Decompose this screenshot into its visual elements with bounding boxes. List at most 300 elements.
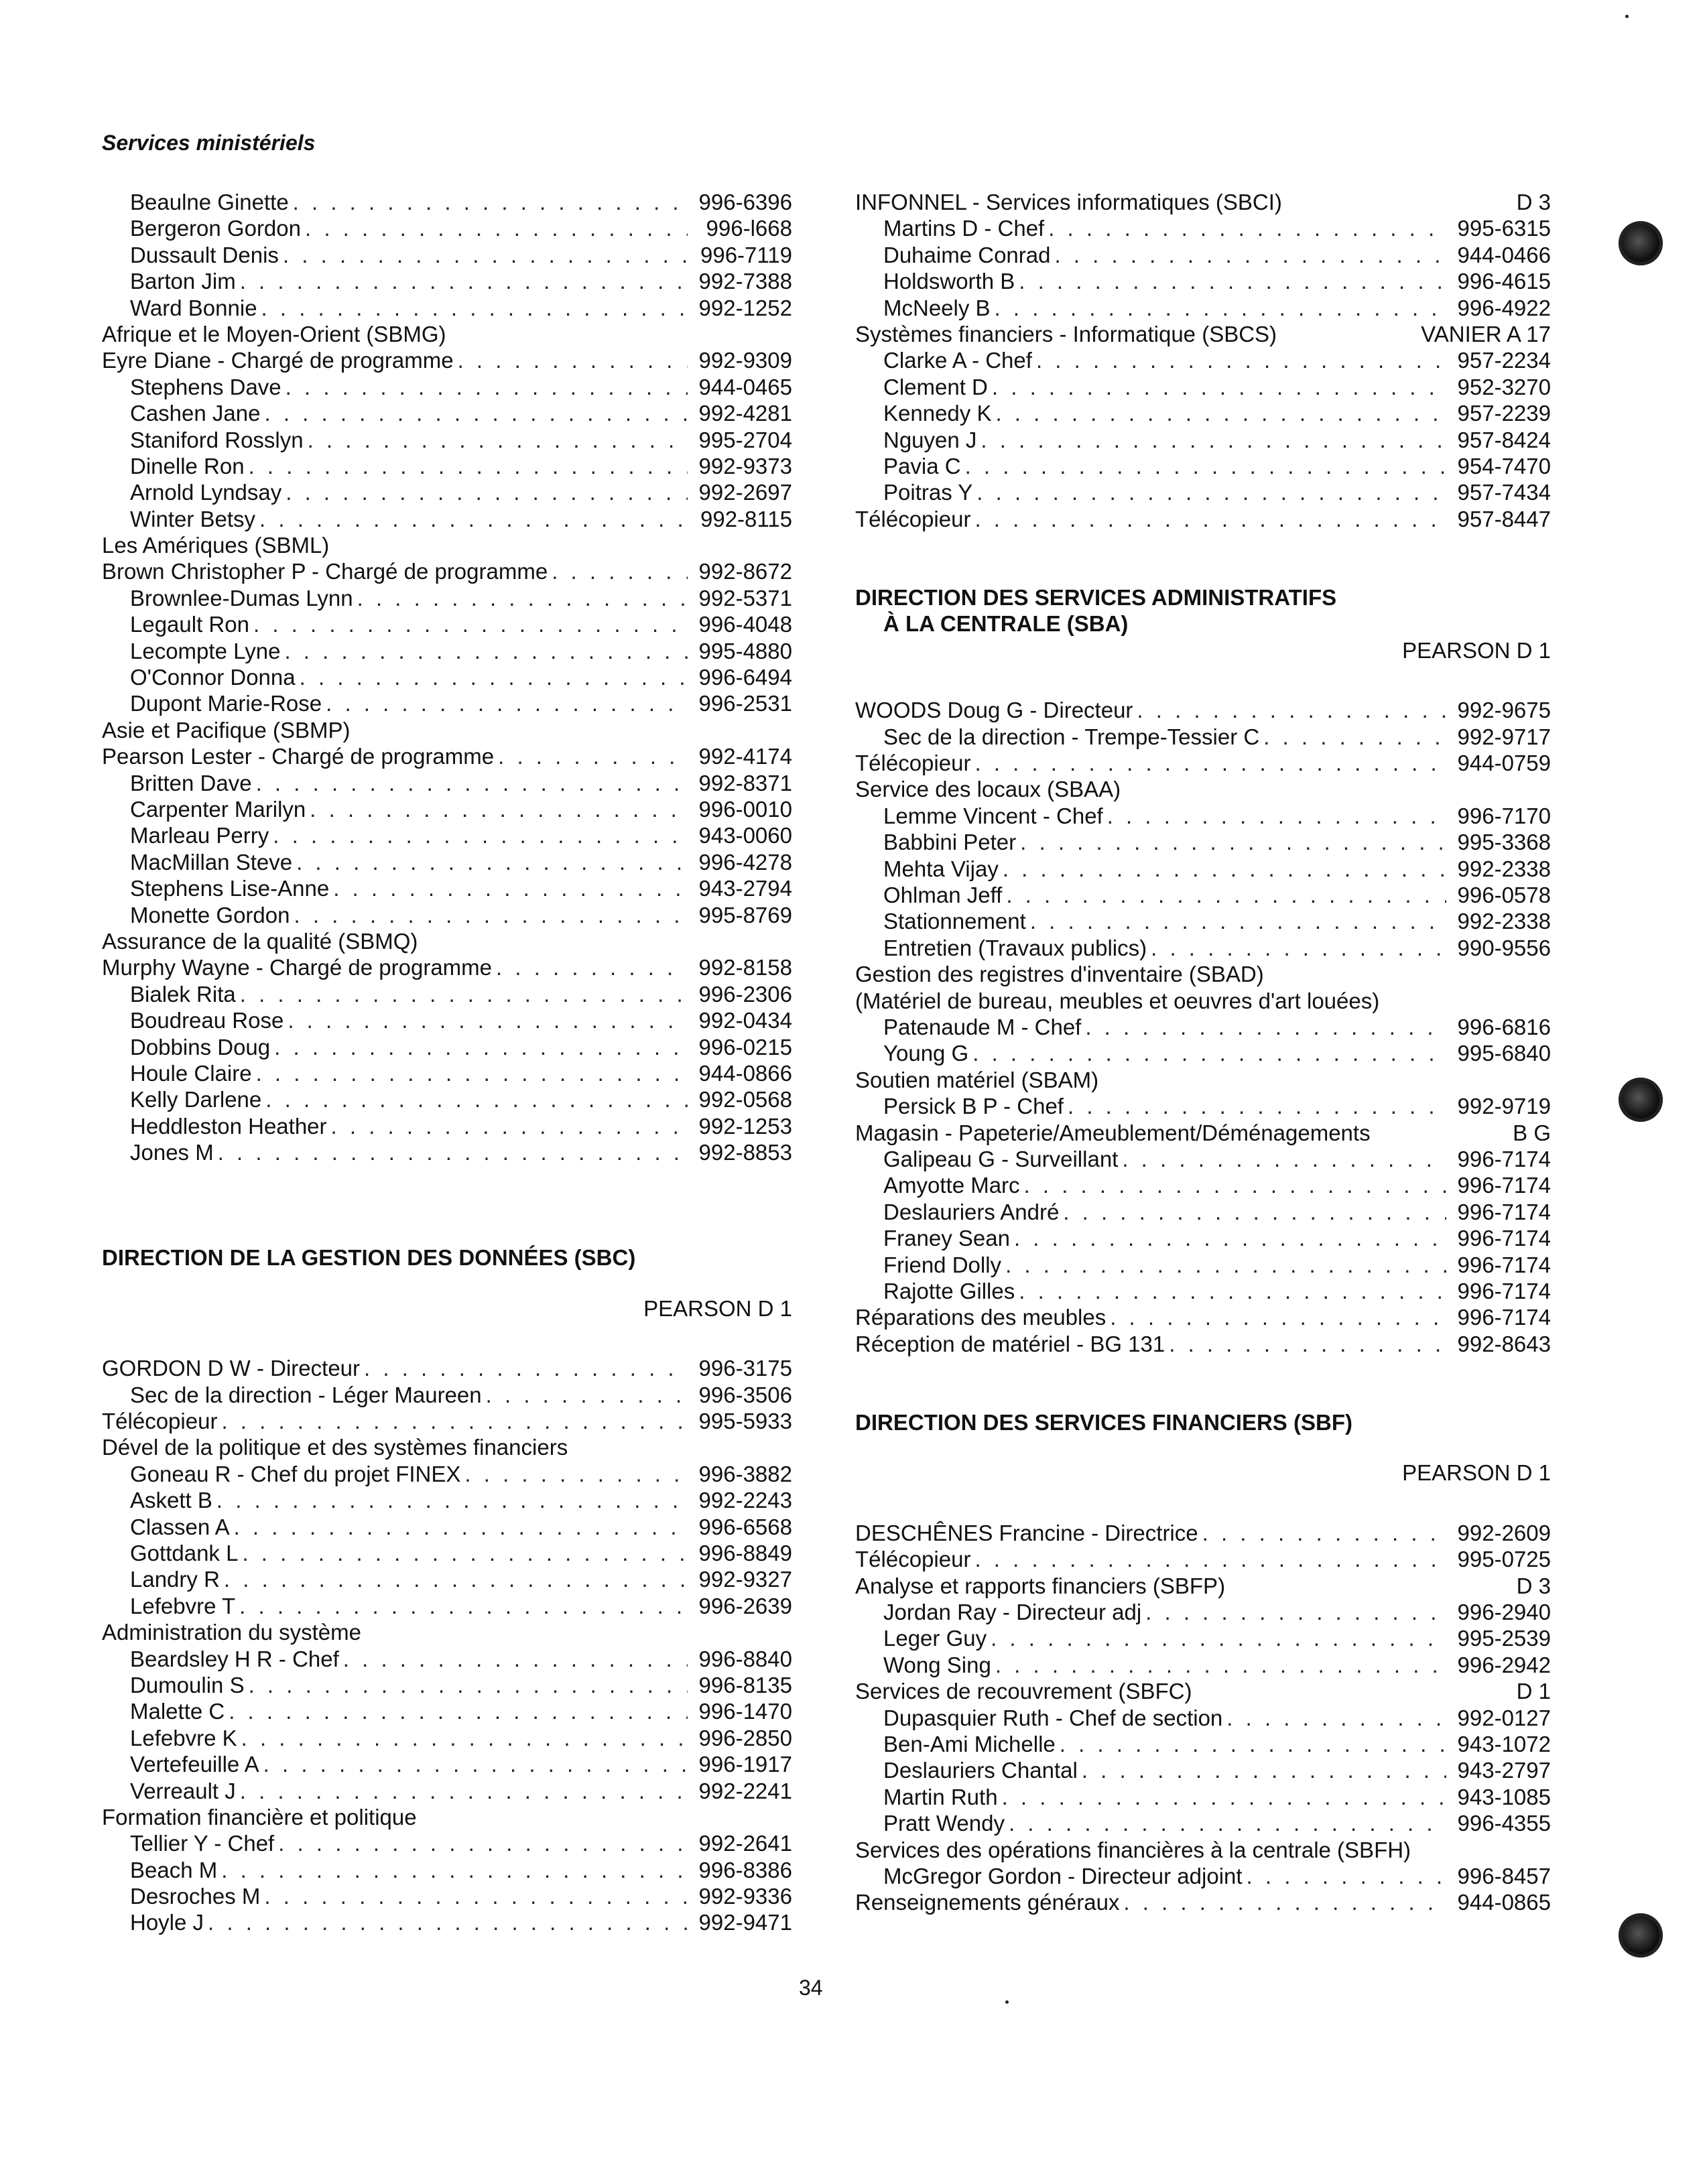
entry-name: Leger Guy bbox=[883, 1626, 987, 1651]
location-label: VANIER A 17 bbox=[1421, 321, 1551, 346]
dot-leader bbox=[224, 1566, 688, 1592]
entry-phone: 996-l668 bbox=[706, 216, 792, 241]
scan-speck bbox=[1625, 15, 1629, 18]
directory-entry bbox=[855, 750, 1551, 776]
entry-name: Malette C bbox=[130, 1699, 225, 1724]
right-column bbox=[855, 189, 1551, 1916]
entry-phone: 996-8386 bbox=[698, 1857, 792, 1882]
entry-name: Jones M bbox=[130, 1140, 214, 1165]
entry-name: Kelly Darlene bbox=[130, 1087, 262, 1112]
location-sba: PEARSON D 1 bbox=[1402, 637, 1551, 663]
entry-phone: 996-2531 bbox=[698, 691, 792, 716]
directory-entry bbox=[855, 1889, 1551, 1915]
directory-entry bbox=[855, 882, 1551, 908]
entry-name: Beaulne Ginette bbox=[130, 190, 289, 214]
dot-leader bbox=[1082, 1757, 1446, 1783]
entry-list bbox=[855, 750, 1551, 776]
entry-name: Pavia C bbox=[883, 453, 961, 478]
directory-entry bbox=[855, 1731, 1551, 1757]
directory-entry bbox=[855, 856, 1551, 882]
entry-phone: 995-6840 bbox=[1457, 1041, 1551, 1066]
entry-name: Lecompte Lyne bbox=[130, 638, 281, 663]
entry-phone: 996-4355 bbox=[1457, 1811, 1551, 1836]
entry-name: Marleau Perry bbox=[130, 823, 269, 848]
directory-entry bbox=[855, 1146, 1551, 1172]
directory-entry bbox=[855, 1040, 1551, 1066]
dot-leader bbox=[458, 347, 688, 373]
dot-leader bbox=[1060, 1731, 1446, 1757]
entry-name: Murphy Wayne - Chargé de programme bbox=[102, 955, 493, 980]
entry-name: Britten Dave bbox=[130, 770, 252, 795]
entry-list bbox=[855, 1863, 1551, 1889]
dot-leader bbox=[1151, 935, 1446, 961]
entry-list bbox=[855, 724, 1551, 750]
directory-entry bbox=[855, 427, 1551, 453]
dot-leader bbox=[1068, 1093, 1446, 1119]
entry-phone: 992-8115 bbox=[700, 506, 792, 531]
entry-phone: 944-0759 bbox=[1457, 751, 1551, 776]
dot-leader bbox=[218, 1139, 688, 1165]
section-title-sbc: DIRECTION DE LA GESTION DES DONNÉES (SBC) bbox=[102, 1245, 636, 1271]
entry-name: Ben-Ami Michelle bbox=[883, 1732, 1056, 1756]
directory-entry bbox=[102, 215, 792, 241]
entry-phone: 992-9309 bbox=[698, 348, 792, 373]
dot-leader bbox=[300, 664, 688, 690]
entry-phone: 992-8158 bbox=[698, 955, 792, 980]
section-title-sba: DIRECTION DES SERVICES ADMINISTRATIFS bbox=[855, 585, 1337, 611]
entry-list bbox=[102, 189, 792, 321]
entry-phone: 996-7174 bbox=[1457, 1199, 1551, 1224]
directory-entry bbox=[855, 935, 1551, 961]
dot-leader bbox=[284, 638, 688, 664]
group-title: Formation financière et politique bbox=[102, 1804, 417, 1829]
entry-phone: 944-0865 bbox=[1457, 1890, 1551, 1915]
directory-entry bbox=[102, 374, 792, 400]
dot-leader bbox=[486, 1382, 688, 1408]
group-title-row bbox=[855, 1573, 1551, 1599]
section-title-sbf: DIRECTION DES SERVICES FINANCIERS (SBF) bbox=[855, 1410, 1352, 1435]
entry-phone: 992-8672 bbox=[698, 559, 792, 584]
directory-entry bbox=[102, 1355, 792, 1381]
entry-phone: 996-7170 bbox=[1457, 803, 1551, 828]
directory-entry bbox=[102, 849, 792, 875]
entry-name: Dinelle Ron bbox=[130, 453, 245, 478]
dot-leader bbox=[293, 189, 688, 215]
entry-name: Réception de matériel - BG 131 bbox=[855, 1331, 1165, 1356]
entry-name: Rajotte Gilles bbox=[883, 1278, 1015, 1303]
dot-leader bbox=[286, 374, 688, 400]
entry-list bbox=[102, 347, 792, 373]
directory-entry bbox=[855, 1520, 1551, 1546]
entry-list bbox=[855, 1304, 1551, 1357]
directory-entry bbox=[102, 1540, 792, 1566]
dot-leader bbox=[308, 427, 688, 453]
entry-name: Beardsley H R - Chef bbox=[130, 1646, 339, 1671]
entry-name: Winter Betsy bbox=[130, 506, 256, 531]
directory-entry bbox=[855, 1599, 1551, 1625]
dot-leader bbox=[294, 902, 688, 928]
directory-entry bbox=[102, 770, 792, 796]
dot-leader bbox=[552, 558, 688, 584]
group-title: Dével de la politique et des systèmes financiers bbox=[102, 1435, 568, 1460]
dot-leader bbox=[1019, 1278, 1446, 1304]
entry-name: Poitras Y bbox=[883, 480, 973, 505]
entry-name: Askett B bbox=[130, 1488, 212, 1513]
directory-entry bbox=[855, 1652, 1551, 1678]
entry-name: Stephens Dave bbox=[130, 374, 281, 399]
entry-phone: 992-2338 bbox=[1457, 856, 1551, 881]
entry-phone: 996-3882 bbox=[698, 1461, 792, 1486]
entry-list bbox=[855, 1014, 1551, 1067]
entry-phone: 996-7174 bbox=[1457, 1252, 1551, 1277]
entry-phone: 992-9471 bbox=[698, 1910, 792, 1935]
directory-entry bbox=[102, 796, 792, 822]
dot-leader bbox=[1263, 724, 1446, 750]
entry-name: Télécopieur bbox=[855, 751, 971, 776]
group-title-row bbox=[855, 1120, 1551, 1146]
dot-leader bbox=[253, 611, 688, 637]
entry-name: Monette Gordon bbox=[130, 902, 290, 927]
dot-leader bbox=[1003, 856, 1446, 882]
dot-leader bbox=[1063, 1199, 1446, 1225]
entry-name: Martin Ruth bbox=[883, 1784, 998, 1809]
directory-entry bbox=[102, 981, 792, 1007]
entry-name: Tellier Y - Chef bbox=[130, 1831, 275, 1856]
directory-entry bbox=[102, 611, 792, 637]
directory-entry bbox=[102, 1857, 792, 1883]
dot-leader bbox=[1202, 1520, 1446, 1546]
entry-phone: 943-2797 bbox=[1457, 1758, 1551, 1783]
entry-name: Deslauriers Chantal bbox=[883, 1758, 1078, 1783]
directory-entry bbox=[855, 1625, 1551, 1651]
entry-phone: 957-2239 bbox=[1457, 401, 1551, 426]
group-title: Administration du système bbox=[102, 1620, 361, 1645]
dot-leader bbox=[364, 1355, 688, 1381]
directory-entry bbox=[855, 1863, 1551, 1889]
entry-name: Verreault J bbox=[130, 1778, 236, 1803]
entry-phone: 996-1917 bbox=[698, 1752, 792, 1777]
entry-phone: 996-3175 bbox=[698, 1356, 792, 1381]
group-title: Assurance de la qualité (SBMQ) bbox=[102, 928, 418, 954]
entry-phone: 952-3270 bbox=[1457, 374, 1551, 399]
entry-name: Deslauriers André bbox=[883, 1199, 1060, 1224]
entry-name: Boudreau Rose bbox=[130, 1008, 284, 1033]
dot-leader bbox=[1014, 1225, 1446, 1251]
dot-leader bbox=[283, 242, 688, 268]
entry-list bbox=[102, 1461, 792, 1619]
dot-leader bbox=[229, 1698, 688, 1724]
dot-leader bbox=[263, 1751, 688, 1777]
entry-name: O'Connor Donna bbox=[130, 665, 296, 690]
dot-leader bbox=[1247, 1863, 1446, 1889]
group-title: Gestion des registres d'inventaire (SBAD) bbox=[855, 962, 1264, 987]
dot-leader bbox=[278, 1830, 688, 1856]
entry-phone: 996-4922 bbox=[1457, 295, 1551, 320]
entry-name: Babbini Peter bbox=[883, 830, 1017, 855]
dot-leader bbox=[288, 1007, 688, 1033]
directory-entry bbox=[102, 1830, 792, 1856]
entry-list bbox=[102, 558, 792, 584]
entry-name: Persick B P - Chef bbox=[883, 1094, 1064, 1119]
directory-entry bbox=[855, 347, 1551, 373]
entry-name: Desroches M bbox=[130, 1884, 261, 1909]
entry-phone: 996-4615 bbox=[1457, 269, 1551, 294]
directory-entry bbox=[102, 189, 792, 215]
section-title-sba-2: À LA CENTRALE (SBA) bbox=[883, 611, 1129, 637]
directory-entry bbox=[102, 506, 792, 532]
dot-leader bbox=[239, 1593, 688, 1619]
dot-leader bbox=[264, 400, 688, 426]
dot-leader bbox=[1085, 1014, 1446, 1040]
dot-leader bbox=[357, 585, 688, 611]
entry-name: Eyre Diane - Chargé de programme bbox=[102, 348, 454, 373]
entry-phone: 992-2241 bbox=[698, 1778, 792, 1803]
entry-phone: 944-0465 bbox=[698, 374, 792, 399]
entry-phone: 996-7174 bbox=[1457, 1305, 1551, 1330]
dot-leader bbox=[234, 1514, 688, 1540]
entry-name: Dupont Marie-Rose bbox=[130, 691, 322, 716]
entry-phone: 996-0578 bbox=[1457, 883, 1551, 908]
entry-name: Entretien (Travaux publics) bbox=[883, 935, 1147, 960]
dot-leader bbox=[343, 1646, 688, 1672]
binder-hole-icon bbox=[1619, 1078, 1663, 1122]
entry-name: Heddleston Heather bbox=[130, 1113, 327, 1139]
entry-phone: 996-0010 bbox=[698, 796, 792, 822]
entry-name: GORDON D W - Directeur bbox=[102, 1356, 361, 1381]
entry-phone: 995-5933 bbox=[698, 1409, 792, 1434]
directory-entry bbox=[102, 902, 792, 928]
dot-leader bbox=[1006, 882, 1446, 908]
group-title: Service des locaux (SBAA) bbox=[855, 777, 1121, 802]
directory-entry bbox=[855, 400, 1551, 426]
entry-list bbox=[102, 743, 792, 769]
entry-name: WOODS Doug G - Directeur bbox=[855, 698, 1133, 723]
dot-leader bbox=[1019, 268, 1446, 294]
dot-leader bbox=[249, 453, 688, 479]
entry-phone: 992-9717 bbox=[1457, 724, 1551, 749]
dot-leader bbox=[992, 374, 1446, 400]
entry-list bbox=[102, 1382, 792, 1408]
entry-list bbox=[855, 1093, 1551, 1119]
entry-phone: 954-7470 bbox=[1457, 453, 1551, 478]
dot-leader bbox=[265, 1086, 688, 1112]
group-title: Analyse et rapports financiers (SBFP) bbox=[855, 1573, 1226, 1598]
entry-phone: 992-7388 bbox=[698, 269, 792, 294]
entry-list bbox=[855, 1599, 1551, 1678]
directory-entry bbox=[855, 1225, 1551, 1251]
dot-leader bbox=[1137, 697, 1446, 723]
directory-entry bbox=[102, 1487, 792, 1513]
entry-name: Galipeau G - Surveillant bbox=[883, 1146, 1119, 1171]
entry-name: Friend Dolly bbox=[883, 1252, 1002, 1277]
entry-name: Clarke A - Chef bbox=[883, 348, 1032, 373]
directory-entry bbox=[855, 506, 1551, 532]
entry-phone: 995-4880 bbox=[698, 638, 792, 663]
entry-phone: 996-6396 bbox=[698, 190, 792, 214]
entry-name: Martins D - Chef bbox=[883, 216, 1045, 241]
entry-list bbox=[855, 215, 1551, 321]
entry-name: Télécopieur bbox=[102, 1409, 218, 1434]
directory-entry bbox=[855, 1014, 1551, 1040]
directory-entry bbox=[102, 1883, 792, 1909]
group-title-row bbox=[855, 189, 1551, 215]
dot-leader bbox=[242, 1540, 688, 1566]
entry-phone: 996-6816 bbox=[1457, 1014, 1551, 1039]
entry-phone: 992-9675 bbox=[1457, 698, 1551, 723]
dot-leader bbox=[965, 453, 1446, 479]
directory-entry bbox=[855, 242, 1551, 268]
entry-phone: 996-4048 bbox=[698, 612, 792, 637]
entry-phone: 995-8769 bbox=[698, 902, 792, 927]
entry-name: Dupasquier Ruth - Chef de section bbox=[883, 1705, 1223, 1730]
entry-phone: 957-8424 bbox=[1457, 427, 1551, 452]
directory-entry bbox=[855, 1252, 1551, 1278]
entry-name: Patenaude M - Chef bbox=[883, 1014, 1082, 1039]
entry-list bbox=[102, 1646, 792, 1804]
entry-name: Stationnement bbox=[883, 909, 1026, 934]
directory-entry bbox=[102, 242, 792, 268]
entry-phone: 992-9719 bbox=[1457, 1094, 1551, 1119]
dot-leader bbox=[264, 1883, 688, 1909]
entry-name: Amyotte Marc bbox=[883, 1173, 1020, 1198]
dot-leader bbox=[1226, 1705, 1446, 1731]
dot-leader bbox=[976, 479, 1446, 505]
entry-phone: 957-2234 bbox=[1457, 348, 1551, 373]
directory-entry bbox=[102, 1408, 792, 1434]
dot-leader bbox=[1054, 242, 1446, 268]
group-title: Magasin - Papeterie/Ameublement/Déménagements bbox=[855, 1120, 1371, 1145]
entry-name: Arnold Lyndsay bbox=[130, 480, 282, 505]
directory-entry bbox=[102, 1698, 792, 1724]
dot-leader bbox=[496, 954, 688, 980]
dot-leader bbox=[221, 1857, 688, 1883]
entry-name: Vertefeuille A bbox=[130, 1752, 259, 1777]
entry-phone: 992-1253 bbox=[698, 1113, 792, 1139]
location-sbc: PEARSON D 1 bbox=[643, 1295, 792, 1321]
entry-name: Brown Christopher P - Chargé de programme bbox=[102, 559, 548, 584]
dot-leader bbox=[1030, 908, 1446, 934]
dot-leader bbox=[974, 1546, 1446, 1572]
entry-phone: 944-0466 bbox=[1457, 242, 1551, 267]
directory-entry bbox=[102, 1113, 792, 1139]
entry-phone: 992-8643 bbox=[1457, 1331, 1551, 1356]
entry-phone: 992-9336 bbox=[698, 1884, 792, 1909]
entry-phone: 996-8849 bbox=[698, 1541, 792, 1565]
entry-name: Réparations des meubles bbox=[855, 1305, 1107, 1330]
dot-leader bbox=[273, 822, 688, 848]
entry-name: Dussault Denis bbox=[130, 242, 279, 267]
group-title: Afrique et le Moyen-Orient (SBMG) bbox=[102, 321, 446, 346]
dot-leader bbox=[221, 1408, 688, 1434]
entry-list bbox=[855, 1546, 1551, 1572]
page-number: 34 bbox=[799, 1976, 823, 2000]
entry-phone: 957-8447 bbox=[1457, 506, 1551, 531]
group-title: Systèmes financiers - Informatique (SBCS) bbox=[855, 321, 1277, 346]
directory-entry bbox=[855, 1172, 1551, 1198]
entry-phone: 996-0215 bbox=[698, 1034, 792, 1059]
directory-entry bbox=[102, 1751, 792, 1777]
entry-list bbox=[102, 770, 792, 928]
location-label: D 1 bbox=[1516, 1679, 1551, 1704]
entry-list bbox=[855, 506, 1551, 532]
directory-entry bbox=[855, 215, 1551, 241]
directory-entry bbox=[102, 1593, 792, 1619]
entry-phone: 992-2243 bbox=[698, 1488, 792, 1513]
entry-name: Legault Ron bbox=[130, 612, 249, 637]
dot-leader bbox=[331, 1113, 688, 1139]
entry-list bbox=[855, 1520, 1551, 1546]
entry-list bbox=[855, 1889, 1551, 1915]
directory-entry bbox=[855, 479, 1551, 505]
directory-entry bbox=[102, 954, 792, 980]
directory-entry bbox=[102, 743, 792, 769]
dot-leader bbox=[974, 506, 1446, 532]
binder-hole-icon bbox=[1619, 1913, 1663, 1957]
dot-leader bbox=[1110, 1304, 1446, 1330]
dot-leader bbox=[259, 506, 688, 532]
dot-leader bbox=[981, 427, 1446, 453]
dot-leader bbox=[1036, 347, 1446, 373]
entry-name: Beach M bbox=[130, 1857, 218, 1882]
entry-phone: 992-2609 bbox=[1457, 1520, 1551, 1545]
group-subtitle: (Matériel de bureau, meubles et oeuvres d'art louées) bbox=[855, 988, 1380, 1013]
entry-name: Clement D bbox=[883, 374, 988, 399]
entry-phone: 992-4281 bbox=[698, 401, 792, 426]
entry-name: Young G bbox=[883, 1041, 969, 1066]
entry-phone: 992-1252 bbox=[698, 295, 792, 320]
directory-entry bbox=[102, 664, 792, 690]
entry-name: Holdsworth B bbox=[883, 269, 1015, 294]
entry-name: Wong Sing bbox=[883, 1652, 991, 1677]
dot-leader bbox=[256, 1060, 688, 1086]
entry-phone: 992-8853 bbox=[698, 1140, 792, 1165]
directory-entry bbox=[855, 1331, 1551, 1357]
entry-name: Lemme Vincent - Chef bbox=[883, 803, 1103, 828]
entry-name: Hoyle J bbox=[130, 1910, 204, 1935]
directory-entry bbox=[102, 453, 792, 479]
directory-entry bbox=[102, 1514, 792, 1540]
dot-leader bbox=[1122, 1146, 1446, 1172]
dot-leader bbox=[261, 295, 688, 321]
dot-leader bbox=[1107, 803, 1446, 829]
directory-entry bbox=[102, 1034, 792, 1060]
entry-name: Dumoulin S bbox=[130, 1672, 245, 1697]
left-column bbox=[102, 189, 792, 1936]
entry-list bbox=[102, 981, 792, 1166]
entry-name: Télécopieur bbox=[855, 506, 971, 531]
dot-leader bbox=[1002, 1784, 1446, 1810]
entry-name: Télécopieur bbox=[855, 1547, 971, 1572]
directory-entry bbox=[102, 1461, 792, 1487]
directory-entry bbox=[102, 1139, 792, 1165]
entry-list bbox=[102, 954, 792, 980]
entry-name: DESCHÊNES Francine - Directrice bbox=[855, 1520, 1198, 1545]
dot-leader bbox=[974, 750, 1446, 776]
dot-leader bbox=[333, 875, 688, 901]
entry-phone: 992-2338 bbox=[1457, 909, 1551, 934]
entry-phone: 995-0725 bbox=[1457, 1547, 1551, 1572]
entry-phone: 996-1470 bbox=[698, 1699, 792, 1724]
entry-name: Jordan Ray - Directeur adj bbox=[883, 1600, 1142, 1625]
entry-phone: 992-9373 bbox=[698, 453, 792, 478]
dot-leader bbox=[286, 479, 688, 505]
dot-leader bbox=[995, 1652, 1446, 1678]
dot-leader bbox=[995, 400, 1446, 426]
group-title: INFONNEL - Services informatiques (SBCI) bbox=[855, 190, 1282, 214]
entry-phone: 992-0568 bbox=[698, 1087, 792, 1112]
group-title: Services des opérations financières à la centrale (SBFH) bbox=[855, 1837, 1411, 1862]
entry-phone: 996-8135 bbox=[698, 1672, 792, 1697]
